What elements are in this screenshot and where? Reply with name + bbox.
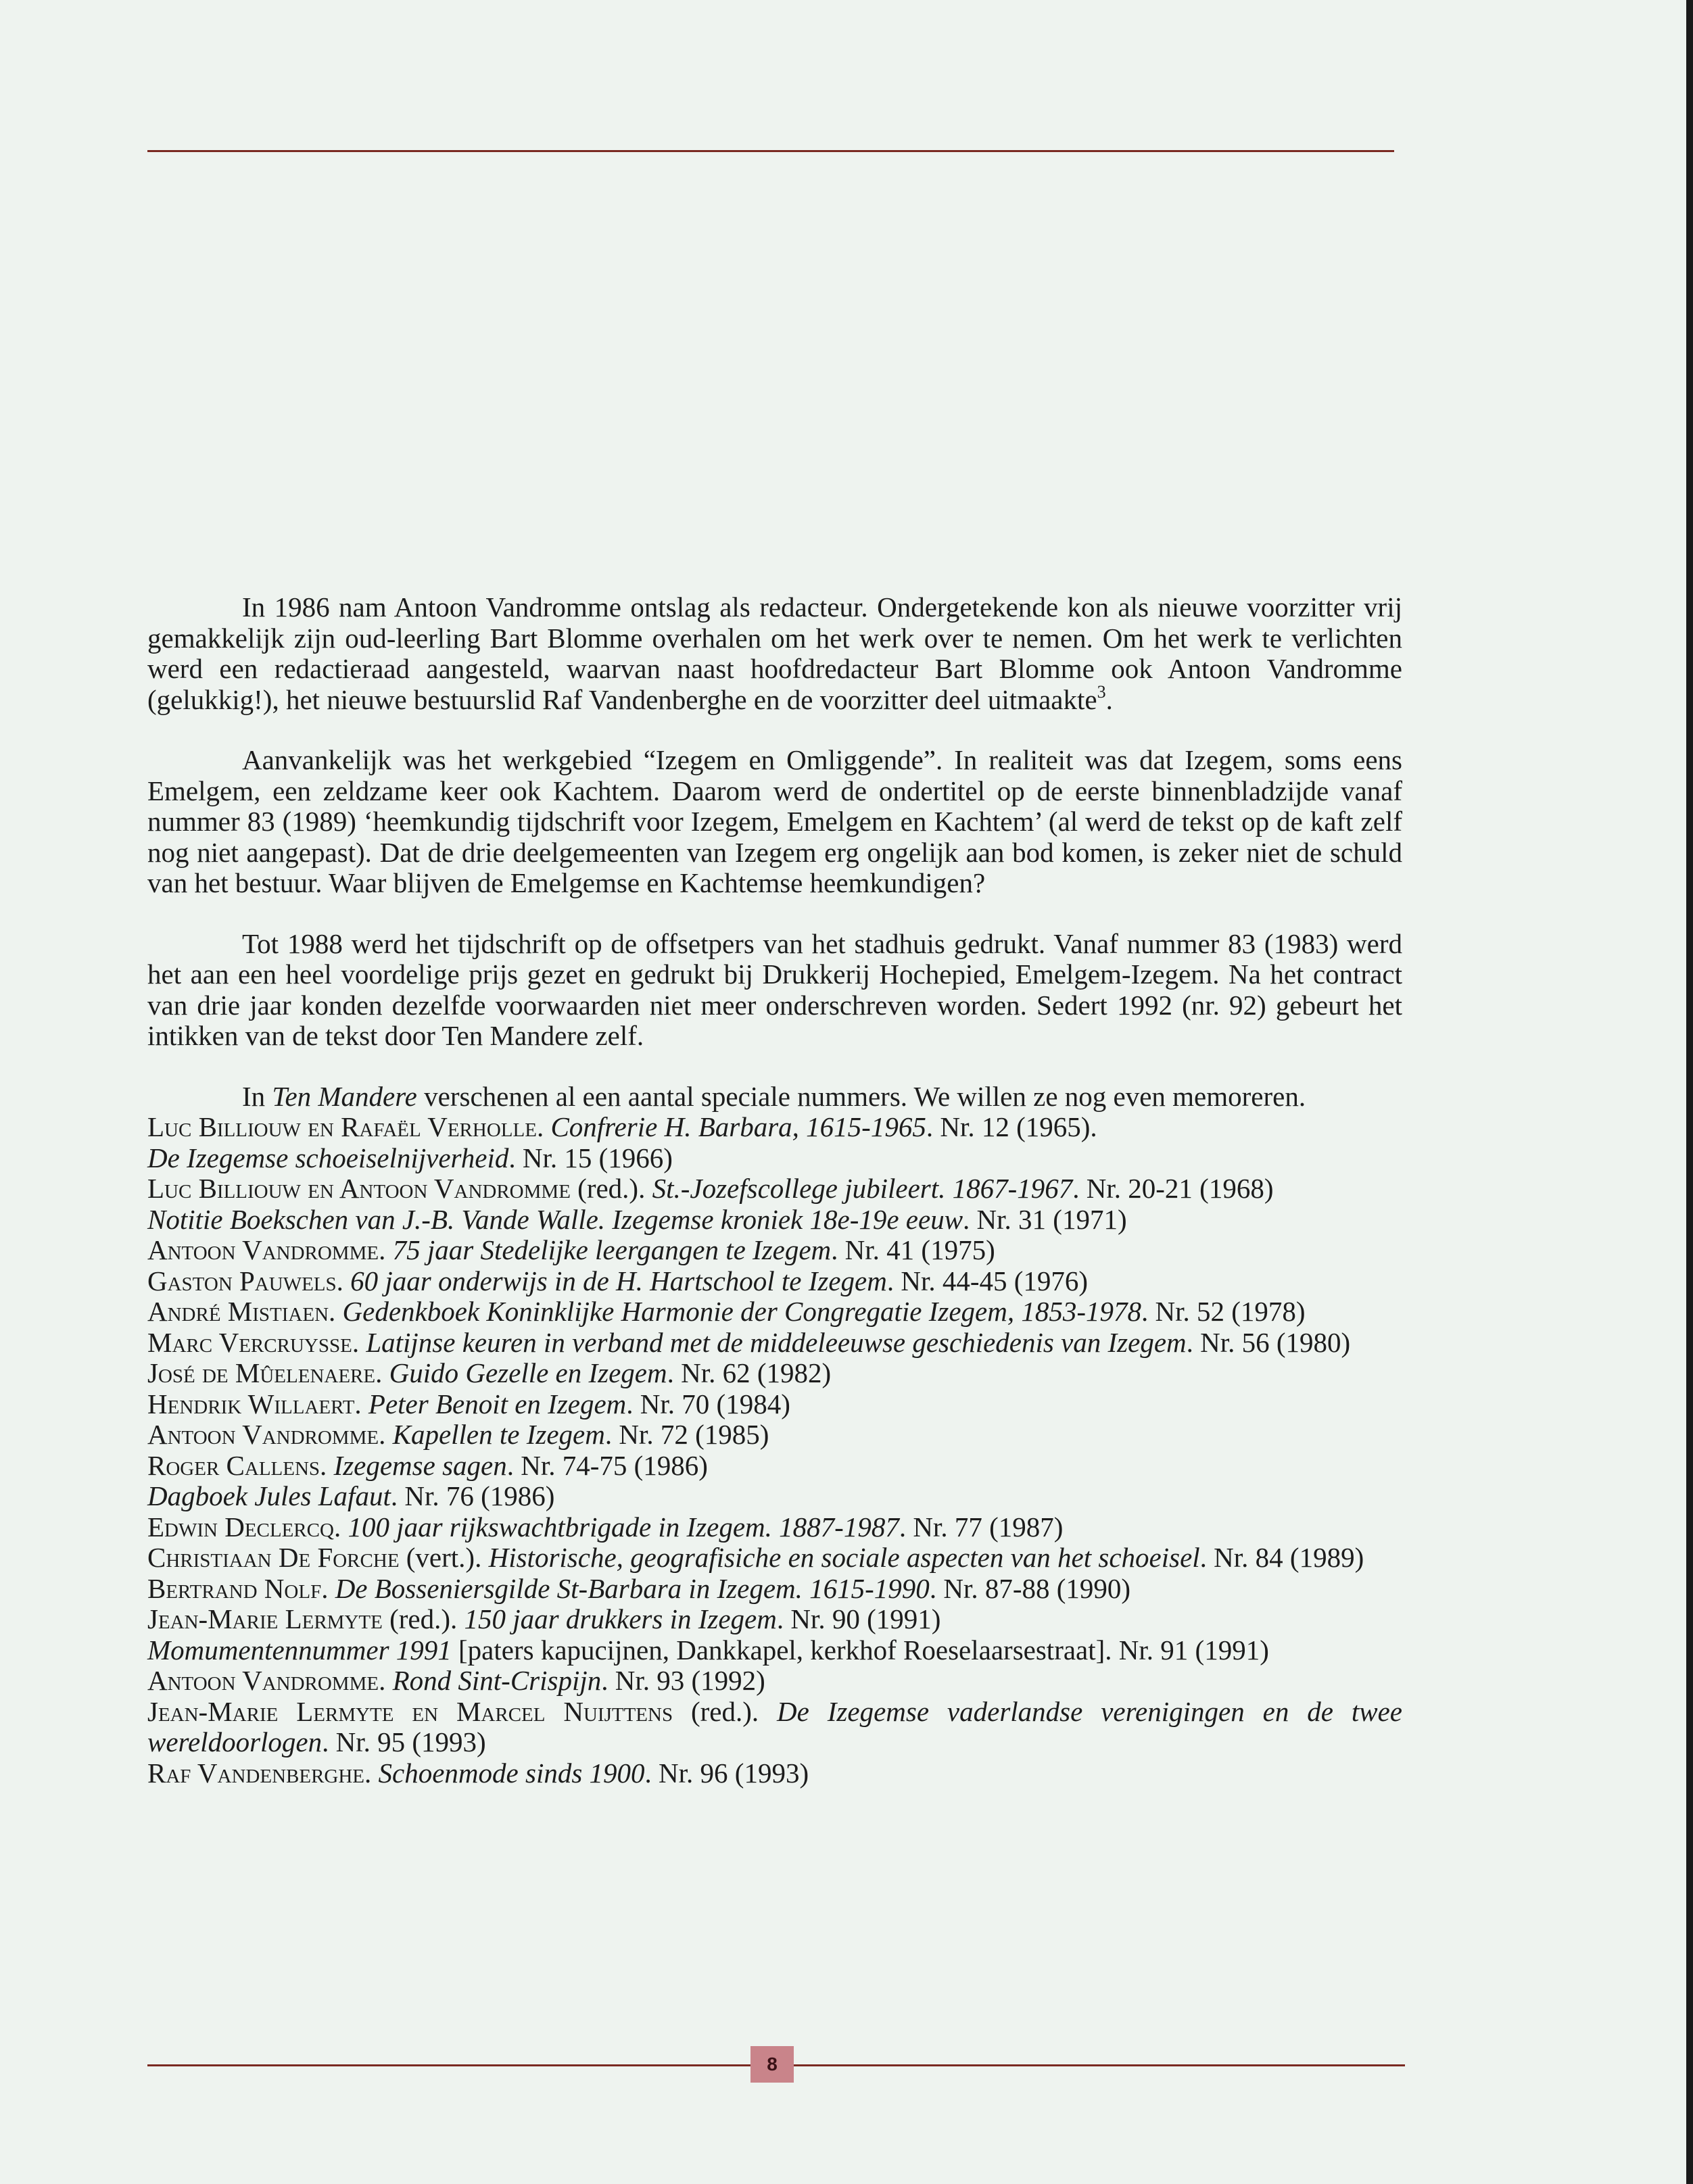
entry-title: 100 jaar rijkswachtbrigade in Izegem. 1887-1987 [348,1511,899,1543]
entry-title: 60 jaar onderwijs in de H. Hartschool te Izegem [350,1265,887,1296]
top-rule [147,150,1394,152]
entry-title: Rond Sint-Crispijn [392,1665,602,1696]
paragraph-1 [147,592,1402,715]
entry-issue: . Nr. 52 (1978) [1141,1296,1306,1327]
bibliography-entry [147,1389,1402,1420]
entry-issue: . Nr. 70 (1984) [626,1388,790,1419]
entry-separator: . [352,1326,366,1358]
entry-author: Luc Billiouw en Antoon Vandromme [147,1173,571,1204]
entry-issue: . Nr. 12 (1965). [926,1111,1097,1142]
entry-author: Jean-Marie Lermyte en Marcel Nuijttens [147,1695,673,1727]
special-issues-intro [147,1082,1402,1113]
bibliography-entry [147,1481,1402,1512]
bibliography-entry [147,1635,1402,1666]
intro-after: verschenen al een aantal speciale nummers. We willen ze nog even memoreren. [416,1080,1306,1112]
entry-separator: . [375,1357,389,1388]
entry-author: Luc Billiouw en Rafaël Verholle [147,1111,537,1142]
entry-author: Antoon Vandromme [147,1419,379,1450]
entry-separator: . [379,1234,393,1265]
entry-issue: . Nr. 15 (1966) [508,1142,673,1173]
bibliography-entry [147,1512,1402,1543]
entry-issue: . Nr. 76 (1986) [390,1480,555,1511]
entry-title: Confrerie H. Barbara, 1615-1965 [550,1111,926,1142]
footer-rule-left [147,2064,750,2066]
entry-title: Guido Gezelle en Izegem [389,1357,667,1388]
entry-issue: . Nr. 41 (1975) [831,1234,995,1265]
entry-issue: . Nr. 31 (1971) [963,1203,1127,1235]
entry-separator: . [333,1511,348,1543]
entry-issue: . Nr. 74-75 (1986) [506,1449,708,1481]
entry-author: Antoon Vandromme [147,1665,379,1696]
entry-author: Gaston Pauwels [147,1265,337,1296]
entry-title: De Izegemse schoeiselnijverheid [147,1142,509,1173]
entry-title: Schoenmode sinds 1900 [378,1757,645,1789]
footnote-marker: 3 [1097,681,1106,702]
paragraph-2-text: Aanvankelijk was het werkgebied “Izegem en Omliggende”. In realiteit was dat Izegem, soms eens Emelgem, een zeldzame keer ook Kachtem. Daarom werd de ondertitel op de eerste binnenbladzijde vanaf nummer 83 (1989) ‘heemkundig tijdschrift voor Izegem, Emelgem en Kachtem’ (al werd de tekst op de kaft zelf nog niet aangepast). Dat de drie deelgemeenten van Izegem erg ongelijk aan bod komen, is zeker niet de schuld van het bestuur. Waar blijven de Emelgemse en Kachtemse heemkundigen? [147,744,1402,898]
entry-issue: . Nr. 62 (1982) [667,1357,832,1388]
entry-title: 150 jaar drukkers in Izegem [464,1603,777,1634]
entry-separator: . [379,1665,393,1696]
bibliography-entry [147,1358,1402,1389]
bibliography-entry [147,1235,1402,1266]
entry-author: Christiaan De Forche [147,1542,400,1573]
entry-connector: (vert.). [399,1542,489,1573]
paragraph-1-end: . [1105,683,1113,715]
entry-title: Dagboek Jules Lafaut [147,1480,391,1511]
entry-separator: . [536,1111,551,1142]
entry-separator: . [336,1265,351,1296]
entry-issue: . Nr. 87-88 (1990) [929,1572,1131,1604]
entry-separator: . [354,1388,368,1419]
entry-title: Peter Benoit en Izegem [368,1388,627,1419]
entry-title: Historische, geografisiche en sociale aspecten van het schoeisel [488,1542,1200,1573]
entry-title: Gedenkboek Koninklijke Harmonie der Congregatie Izegem, 1853-1978 [342,1296,1142,1327]
intro-before: In [242,1080,272,1112]
entry-title: Notitie Boekschen van J.-B. Vande Walle. Izegemse kroniek 18e-19e eeuw [147,1203,963,1235]
footer-rule-right [794,2064,1405,2066]
article-body [147,592,1402,1789]
entry-author: Antoon Vandromme [147,1234,379,1265]
bibliography-entry [147,1143,1402,1174]
entry-issue: . Nr. 72 (1985) [604,1419,769,1450]
bibliography-entry [147,1543,1402,1574]
entry-connector: (red.). [673,1695,778,1727]
entry-title: 75 jaar Stedelijke leergangen te Izegem [392,1234,832,1265]
bibliography-entry [147,1205,1402,1236]
entry-separator: . [364,1757,379,1789]
entry-issue: . Nr. 96 (1993) [644,1757,809,1789]
entry-issue: [paters kapucijnen, Dankkapel, kerkhof Roeselaarsestraat]. Nr. 91 (1991) [451,1634,1269,1666]
page-number: 8 [750,2046,794,2083]
bibliography-entry [147,1112,1402,1143]
entry-separator: . [321,1572,335,1604]
entry-separator: . [379,1419,393,1450]
bibliography-entry [147,1666,1402,1697]
bibliography-entry [147,1604,1402,1635]
entry-author: Hendrik Willaert [147,1388,355,1419]
entry-title: Izegemse sagen [333,1449,507,1481]
entry-separator: . [329,1296,343,1327]
entry-title: De Bosseniersgilde St-Barbara in Izegem. 1615-1990 [335,1572,930,1604]
entry-issue: . Nr. 20-21 (1968) [1072,1173,1274,1204]
bibliography-entry [147,1296,1402,1328]
entry-separator: . [320,1449,334,1481]
entry-title: Kapellen te Izegem [392,1419,605,1450]
entry-author: Edwin Declercq [147,1511,334,1543]
entry-issue: . Nr. 56 (1980) [1186,1326,1351,1358]
entry-title: Latijnse keuren in verband met de middeleeuwse geschiedenis van Izegem [366,1326,1187,1358]
entry-author: Jean-Marie Lermyte [147,1603,383,1634]
entry-title: Momumentennummer 1991 [147,1634,452,1666]
entry-author: Roger Callens [147,1449,320,1481]
paragraph-3 [147,929,1402,1052]
entry-issue: . Nr. 84 (1989) [1199,1542,1364,1573]
intro-journal-title: Ten Mandere [272,1080,417,1112]
bibliography-entry [147,1266,1402,1297]
entry-connector: (red.). [382,1603,464,1634]
bibliography-entry [147,1328,1402,1359]
entry-author: Bertrand Nolf [147,1572,322,1604]
bibliography-entry [147,1758,1402,1789]
paragraph-2 [147,745,1402,899]
bibliography-entry [147,1173,1402,1205]
entry-author: Marc Vercruysse [147,1326,352,1358]
special-issues-list [147,1112,1402,1789]
bibliography-entry [147,1451,1402,1482]
paragraph-3-text: Tot 1988 werd het tijdschrift op de offsetpers van het stadhuis gedrukt. Vanaf nummer 83 (1983) werd het aan een heel voordelige prijs gezet en gedrukt bij Drukkerij Hochepied, Emelgem-Izegem. Na het contract van drie jaar konden dezelfde voorwaarden niet meer onderschreven worden. Sedert 1992 (nr. 92) gebeurt het intikken van de tekst door Ten Mandere zelf. [147,927,1402,1051]
page-footer [147,2046,1405,2084]
bibliography-entry [147,1419,1402,1451]
entry-author: José de Mûelenaere [147,1357,376,1388]
entry-connector: (red.). [570,1173,652,1204]
entry-issue: . Nr. 90 (1991) [776,1603,941,1634]
bibliography-entry [147,1574,1402,1605]
entry-issue: . Nr. 93 (1992) [601,1665,765,1696]
entry-author: André Mistiaen [147,1296,329,1327]
entry-title: De Izegemse vaderlandse verenigingen en de twee wereldoorlogen [147,1695,1402,1757]
entry-issue: . Nr. 44-45 (1976) [886,1265,1089,1296]
bibliography-entry [147,1697,1402,1758]
entry-author: Raf Vandenberghe [147,1757,365,1789]
entry-issue: . Nr. 95 (1993) [322,1726,486,1757]
page-edge [1686,0,1693,2184]
entry-issue: . Nr. 77 (1987) [899,1511,1064,1543]
entry-title: St.-Jozefscollege jubileert. 1867-1967 [652,1173,1073,1204]
paragraph-1-text: In 1986 nam Antoon Vandromme ontslag als redacteur. Ondergetekende kon als nieuwe voorzitter vrij gemakkelijk zijn oud-leerling Bart Blomme overhalen om het werk over te nemen. Om het werk te verlichten werd een redactieraad aangesteld, waarvan naast hoofdredacteur Bart Blomme ook Antoon Vandromme (gelukkig!), het nieuwe bestuurslid Raf Vandenberghe en de voorzitter deel uitmaakte [147,591,1402,715]
